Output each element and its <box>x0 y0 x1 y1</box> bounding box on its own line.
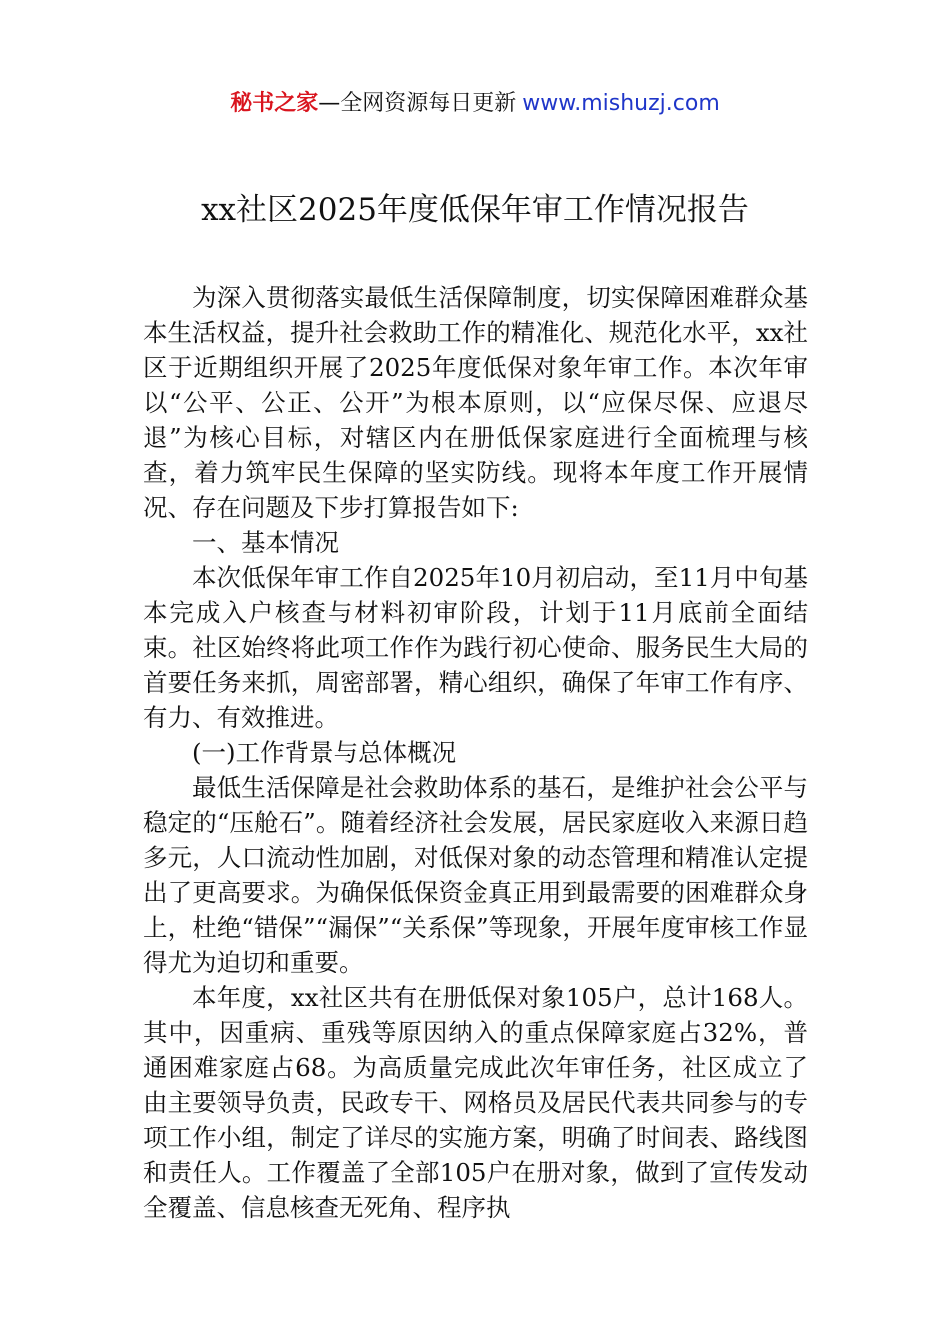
site-banner <box>0 88 950 120</box>
intro-paragraph: 为深入贯彻落实最低生活保障制度，切实保障困难群众基本生活权益，提升社会救助工作的精准化、规范化水平，xx社区于近期组织开展了2025年度低保对象年审工作。本次年审以“公平、公正、公开”为根本原则，以“应保尽保、应退尽退”为核心目标，对辖区内在册低保家庭进行全面梳理与核查，着力筑牢民生保障的坚实防线。现将本年度工作开展情况、存在问题及下步打算报告如下: <box>143 283 808 522</box>
background-paragraph: 最低生活保障是社会救助体系的基石，是维护社会公平与稳定的“压舱石”。随着经济社会发展，居民家庭收入来源日趋多元，人口流动性加剧，对低保对象的动态管理和精准认定提出了更高要求。为确保低保资金真正用到最需要的困难群众身上，杜绝“错保”“漏保”“关系保”等现象，开展年度审核工作显得尤为迫切和重要。 <box>143 773 808 977</box>
document-title: xx社区2025年度低保年审工作情况报告 <box>201 192 749 228</box>
subsection-heading-background: (一)工作背景与总体概况 <box>192 738 457 767</box>
document-body <box>143 280 808 1225</box>
overview-paragraph: 本年度，xx社区共有在册低保对象105户，总计168人。其中，因重病、重残等原因纳入的重点保障家庭占32%，普通困难家庭占68。为高质量完成此次年审任务，社区成立了由主要领导负责，民政专干、网格员及居民代表共同参与的专项工作小组，制定了详尽的实施方案，明确了时间表、路线图和责任人。工作覆盖了全部105户在册对象，做到了宣传发动全覆盖、信息核查无死角、程序执 <box>143 983 808 1222</box>
section-heading-basic-situation: 一、基本情况 <box>192 528 339 557</box>
site-url-link[interactable]: www.mishuzj.com <box>522 91 720 116</box>
brand-name: 秘书之家 <box>230 91 319 116</box>
banner-tagline: —全网资源每日更新 <box>318 91 517 116</box>
basic-situation-paragraph: 本次低保年审工作自2025年10月初启动，至11月中旬基本完成入户核查与材料初审阶段，计划于11月底前全面结束。社区始终将此项工作作为践行初心使命、服务民生大局的首要任务来抓，周密部署，精心组织，确保了年审工作有序、有力、有效推进。 <box>143 563 808 732</box>
